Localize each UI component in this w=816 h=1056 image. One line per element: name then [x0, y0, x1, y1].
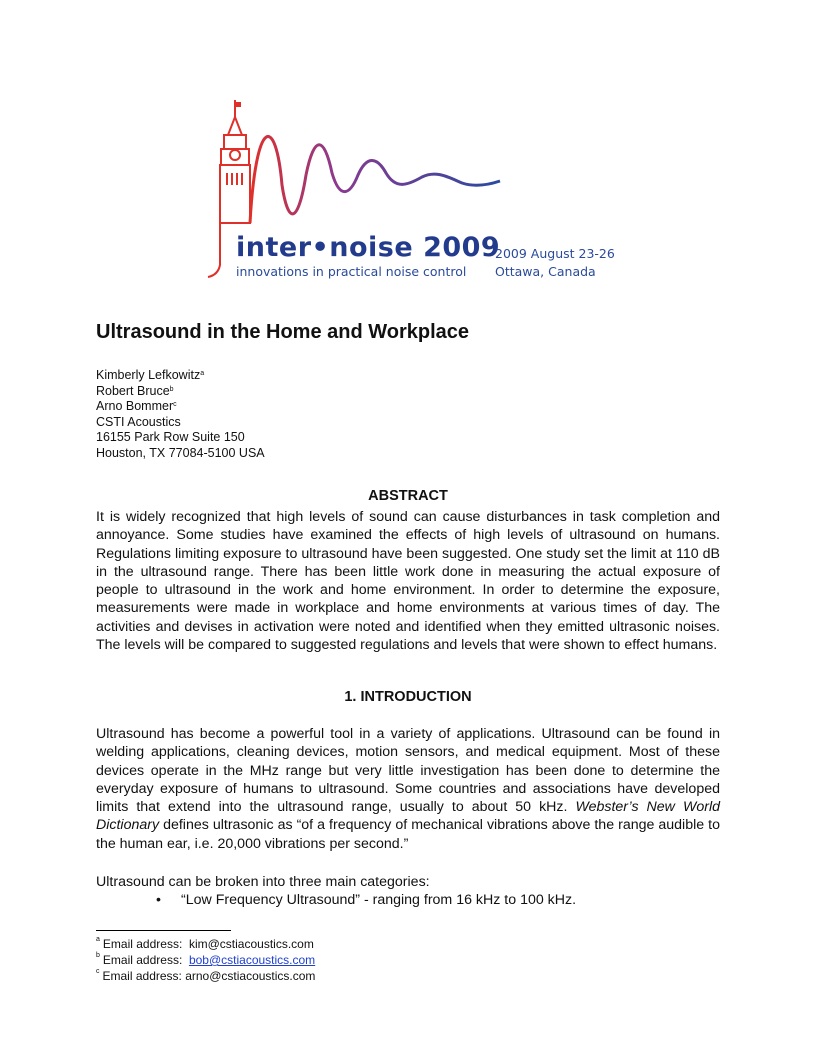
- author-name: Arno Bommer: [96, 399, 174, 413]
- list-item-text: “Low Frequency Ultrasound” - ranging from 16 kHz to 100 kHz.: [181, 892, 577, 908]
- footnote-email: arno@cstiacoustics.com: [185, 969, 316, 983]
- footnote-email-link[interactable]: bob@cstiacoustics.com: [188, 953, 316, 967]
- footnote-divider: [96, 930, 231, 931]
- list-item: [156, 892, 576, 908]
- author-name: Robert Bruce: [96, 383, 170, 398]
- author-line: [96, 368, 265, 384]
- abstract-heading: ABSTRACT: [368, 488, 448, 504]
- organization: CSTI Acoustics: [96, 414, 181, 429]
- categories-intro: Ultrasound can be broken into three main categories:: [96, 874, 430, 890]
- dictionary-title: Webster’s New World Dictionary: [96, 799, 720, 834]
- intro-text-part: defines ultrasonic as “of a frequency of mechanical vibrations above the range audible to the human ear, i.e. 20,000 vibrations per second.”: [96, 817, 720, 852]
- bullet-icon: •: [156, 892, 161, 908]
- sound-wave-icon: [250, 136, 500, 223]
- conference-date: 2009 August 23-26: [495, 246, 615, 261]
- footnote-label: Email address:: [102, 937, 189, 951]
- footnote-mark: a: [96, 936, 100, 943]
- footnote: [96, 953, 315, 967]
- conference-tagline: innovations in practical noise control: [236, 264, 467, 279]
- conference-location: Ottawa, Canada: [495, 264, 596, 279]
- footnote-label: Email address:: [102, 969, 186, 983]
- footnote-mark: c: [96, 968, 100, 975]
- author-block: [96, 368, 265, 461]
- street-address: 16155 Park Row Suite 150: [96, 430, 245, 444]
- paper-title: Ultrasound in the Home and Workplace: [96, 321, 470, 343]
- author-line: [96, 399, 265, 415]
- introduction-heading: 1. INTRODUCTION: [344, 689, 472, 705]
- affiliation-mark: a: [200, 370, 205, 377]
- footnote-mark: b: [96, 952, 100, 959]
- city-address: Houston, TX 77084-5100 USA: [96, 445, 265, 460]
- footnote-email: kim@cstiacoustics.com: [188, 937, 314, 951]
- introduction-paragraph: [96, 725, 720, 853]
- affiliation-mark: b: [169, 385, 174, 393]
- conference-name: inter•noise 2009: [236, 232, 501, 263]
- footnote-label: Email address:: [102, 953, 189, 967]
- abstract-text: It is widely recognized that high levels of sound can cause disturbances in task completion and annoyance. Some studies have examined the effects of high levels of ultrasound on humans. Regulations limiting exposure to ultrasound have been suggested. One study set the limit at 110 dB in the ultrasound range. There has been little work done in measuring the actual exposure of people to ultrasound in the work and home environment. In order to determine the exposure, measurements were made in workplace and home environments at various times of day. The activities and devises in activation were noted and identified when they emitted ultrasonic noises. The levels will be compared to suggested regulations and levels that were shown to effect humans.: [96, 509, 720, 654]
- author-name: Kimberly Lefkowitz: [96, 368, 201, 382]
- affiliation-mark: c: [173, 401, 177, 408]
- intro-text-part: Ultrasound has become a powerful tool in a variety of applications. Ultrasound can be found in welding applications, cleaning devices, motion sensors, and medical equipment. Most of these devices operate in the MHz range but very little investigation has been done to determine the everyday exposure of humans to ultrasound. Some countries and associations have developed limits that extend into the ultrasound range, usually to about 50 kHz.: [96, 726, 720, 816]
- author-line: [96, 384, 265, 400]
- footnote: [96, 969, 315, 983]
- footnote: [96, 937, 314, 951]
